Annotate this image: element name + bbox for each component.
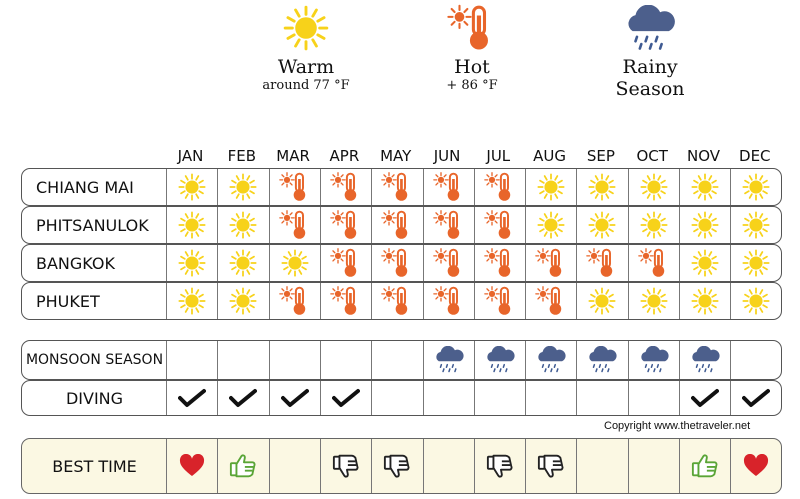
sun-icon bbox=[640, 173, 668, 201]
city-cell-aug bbox=[525, 207, 576, 243]
checkmark-icon bbox=[281, 388, 309, 408]
city-cell-sep bbox=[576, 245, 627, 281]
monsoon-cell-dec bbox=[730, 341, 780, 379]
best-time-cell-jan bbox=[166, 439, 217, 493]
city-cell-feb bbox=[217, 169, 268, 205]
thermometer-sun-icon bbox=[433, 209, 465, 241]
monsoon-cell-oct bbox=[628, 341, 679, 379]
city-cell-mar bbox=[269, 245, 320, 281]
thumbs-up-icon bbox=[691, 452, 719, 480]
sun-icon bbox=[640, 287, 668, 315]
monsoon-cell-sep bbox=[576, 341, 627, 379]
thermometer-sun-icon bbox=[330, 209, 362, 241]
city-cell-sep bbox=[576, 207, 627, 243]
city-cell-jan bbox=[166, 169, 217, 205]
city-cell-jul bbox=[474, 283, 525, 319]
rain-cloud-icon bbox=[585, 346, 619, 373]
best-time-cell-jul bbox=[474, 439, 525, 493]
city-cell-feb bbox=[217, 283, 268, 319]
month-label-apr: APR bbox=[329, 147, 360, 165]
monsoon-cell-mar bbox=[269, 341, 320, 379]
city-cell-apr bbox=[320, 245, 371, 281]
thermometer-sun-icon bbox=[381, 247, 413, 279]
city-cell-apr bbox=[320, 283, 371, 319]
sun-icon bbox=[588, 211, 616, 239]
month-label-aug: AUG bbox=[533, 147, 567, 165]
city-cell-may bbox=[371, 169, 422, 205]
city-label: BANGKOK bbox=[36, 253, 115, 273]
checkmark-icon bbox=[691, 388, 719, 408]
rain-cloud-icon bbox=[432, 346, 466, 373]
thermometer-sun-icon bbox=[433, 171, 465, 203]
city-cell-oct bbox=[628, 245, 679, 281]
sun-icon bbox=[742, 249, 770, 277]
month-label-nov: NOV bbox=[686, 147, 721, 165]
monsoon-label: MONSOON SEASON bbox=[25, 352, 164, 368]
city-cell-mar bbox=[269, 207, 320, 243]
city-row-bangkok bbox=[21, 244, 782, 282]
city-cell-jun bbox=[423, 169, 474, 205]
best-time-cell-nov bbox=[679, 439, 730, 493]
diving-label: DIVING bbox=[65, 388, 124, 408]
rain-cloud-icon bbox=[637, 346, 671, 373]
checkmark-icon bbox=[332, 388, 360, 408]
month-label-may: MAY bbox=[380, 147, 412, 165]
monsoon-cell-apr bbox=[320, 341, 371, 379]
best-time-cell-may bbox=[371, 439, 422, 493]
city-cell-jul bbox=[474, 245, 525, 281]
diving-cell-dec bbox=[730, 381, 780, 415]
heart-icon bbox=[179, 454, 205, 478]
diving-cell-jun bbox=[423, 381, 474, 415]
diving-cell-feb bbox=[217, 381, 268, 415]
diving-cell-oct bbox=[628, 381, 679, 415]
legend-warm bbox=[226, 0, 386, 94]
sun-icon bbox=[742, 211, 770, 239]
thermometer-sun-icon bbox=[330, 285, 362, 317]
sun-icon bbox=[229, 211, 257, 239]
rain-cloud-icon bbox=[688, 346, 722, 373]
sun-icon bbox=[178, 211, 206, 239]
month-header bbox=[165, 147, 781, 169]
thermometer-sun-icon bbox=[433, 285, 465, 317]
thermometer-sun-icon bbox=[484, 247, 516, 279]
thermometer-sun-icon bbox=[392, 0, 552, 56]
city-cell-oct bbox=[628, 283, 679, 319]
thermometer-sun-icon bbox=[381, 285, 413, 317]
city-row-phuket bbox=[21, 282, 782, 320]
legend-hot bbox=[392, 0, 552, 94]
city-cell-aug bbox=[525, 245, 576, 281]
city-cell-feb bbox=[217, 245, 268, 281]
thermometer-sun-icon bbox=[586, 247, 618, 279]
sun-icon bbox=[691, 211, 719, 239]
sun-icon bbox=[229, 173, 257, 201]
sun-icon bbox=[640, 211, 668, 239]
checkmark-icon bbox=[742, 388, 770, 408]
city-cell-may bbox=[371, 207, 422, 243]
city-cell-may bbox=[371, 245, 422, 281]
diving-cell-apr bbox=[320, 381, 371, 415]
city-cell-oct bbox=[628, 169, 679, 205]
best-time-cell-feb bbox=[217, 439, 268, 493]
best-time-cell-apr bbox=[320, 439, 371, 493]
city-cell-jun bbox=[423, 245, 474, 281]
sun-icon bbox=[742, 173, 770, 201]
monsoon-cell-nov bbox=[679, 341, 730, 379]
sun-icon bbox=[691, 173, 719, 201]
thermometer-sun-icon bbox=[279, 285, 311, 317]
monsoon-row bbox=[21, 340, 782, 380]
monsoon-cell-jun bbox=[423, 341, 474, 379]
thumbs-down-icon bbox=[486, 452, 514, 480]
sun-icon bbox=[537, 211, 565, 239]
legend-hot-label: Hot bbox=[454, 56, 490, 78]
month-label-feb: FEB bbox=[227, 147, 256, 165]
monsoon-cell-aug bbox=[525, 341, 576, 379]
sun-icon bbox=[178, 173, 206, 201]
best-time-cell-mar bbox=[269, 439, 320, 493]
sun-icon bbox=[742, 287, 770, 315]
city-cell-aug bbox=[525, 283, 576, 319]
city-cell-dec bbox=[730, 283, 780, 319]
thumbs-down-icon bbox=[537, 452, 565, 480]
diving-row bbox=[21, 380, 782, 416]
city-cell-jan bbox=[166, 207, 217, 243]
city-cell-apr bbox=[320, 169, 371, 205]
thermometer-sun-icon bbox=[279, 171, 311, 203]
thumbs-up-icon bbox=[229, 452, 257, 480]
thermometer-sun-icon bbox=[484, 171, 516, 203]
thermometer-sun-icon bbox=[484, 209, 516, 241]
city-cell-sep bbox=[576, 169, 627, 205]
monsoon-cell-jul bbox=[474, 341, 525, 379]
city-cell-nov bbox=[679, 169, 730, 205]
copyright-text: Copyright www.thetraveler.net bbox=[604, 420, 751, 432]
thermometer-sun-icon bbox=[279, 209, 311, 241]
city-cell-nov bbox=[679, 283, 730, 319]
best-time-cell-jun bbox=[423, 439, 474, 493]
city-cell-jun bbox=[423, 283, 474, 319]
city-cell-mar bbox=[269, 169, 320, 205]
monsoon-cell-jan bbox=[166, 341, 217, 379]
heart-icon bbox=[743, 454, 769, 478]
rain-cloud-icon bbox=[570, 0, 730, 56]
city-row-chiang-mai bbox=[21, 168, 782, 206]
checkmark-icon bbox=[229, 388, 257, 408]
best-time-label: BEST TIME bbox=[52, 456, 137, 476]
thermometer-sun-icon bbox=[433, 247, 465, 279]
legend-rainy-sub: Season bbox=[615, 78, 685, 100]
legend-warm-label: Warm bbox=[277, 56, 335, 78]
sun-icon bbox=[537, 173, 565, 201]
city-cell-mar bbox=[269, 283, 320, 319]
diving-cell-jan bbox=[166, 381, 217, 415]
best-time-cell-sep bbox=[576, 439, 627, 493]
city-cell-nov bbox=[679, 245, 730, 281]
legend-hot-sub: + 86 °F bbox=[446, 78, 498, 93]
city-cell-may bbox=[371, 283, 422, 319]
thermometer-sun-icon bbox=[535, 247, 567, 279]
city-cell-feb bbox=[217, 207, 268, 243]
diving-cell-nov bbox=[679, 381, 730, 415]
best-time-cell-oct bbox=[628, 439, 679, 493]
city-cell-oct bbox=[628, 207, 679, 243]
sun-icon bbox=[178, 249, 206, 277]
month-label-jun: JUN bbox=[433, 147, 461, 165]
checkmark-icon bbox=[178, 388, 206, 408]
thermometer-sun-icon bbox=[535, 285, 567, 317]
month-label-dec: DEC bbox=[739, 147, 771, 165]
diving-cell-may bbox=[371, 381, 422, 415]
legend-rainy bbox=[570, 0, 730, 100]
thumbs-down-icon bbox=[383, 452, 411, 480]
city-label: PHUKET bbox=[36, 291, 100, 311]
city-cell-jan bbox=[166, 283, 217, 319]
diving-cell-aug bbox=[525, 381, 576, 415]
best-time-cell-aug bbox=[525, 439, 576, 493]
city-label: PHITSANULOK bbox=[36, 215, 149, 235]
sun-icon bbox=[588, 173, 616, 201]
diving-cell-jul bbox=[474, 381, 525, 415]
sun-icon bbox=[226, 0, 386, 56]
thumbs-down-icon bbox=[332, 452, 360, 480]
thermometer-sun-icon bbox=[330, 247, 362, 279]
best-time-cell-dec bbox=[730, 439, 780, 493]
rain-cloud-icon bbox=[534, 346, 568, 373]
rain-cloud-icon bbox=[483, 346, 517, 373]
best-time-row bbox=[21, 438, 782, 494]
city-cell-dec bbox=[730, 207, 780, 243]
sun-icon bbox=[281, 249, 309, 277]
legend-rainy-label: Rainy bbox=[622, 56, 678, 78]
month-label-jan: JAN bbox=[177, 147, 204, 165]
city-row-phitsanulok bbox=[21, 206, 782, 244]
city-label: CHIANG MAI bbox=[36, 177, 134, 197]
city-cell-dec bbox=[730, 245, 780, 281]
thermometer-sun-icon bbox=[381, 171, 413, 203]
legend-warm-sub: around 77 °F bbox=[262, 78, 350, 93]
sun-icon bbox=[588, 287, 616, 315]
month-label-sep: SEP bbox=[586, 147, 615, 165]
city-cell-jul bbox=[474, 169, 525, 205]
diving-cell-mar bbox=[269, 381, 320, 415]
city-cell-apr bbox=[320, 207, 371, 243]
thermometer-sun-icon bbox=[638, 247, 670, 279]
city-cell-jul bbox=[474, 207, 525, 243]
month-label-mar: MAR bbox=[276, 147, 310, 165]
sun-icon bbox=[691, 287, 719, 315]
city-cell-aug bbox=[525, 169, 576, 205]
city-cell-dec bbox=[730, 169, 780, 205]
monsoon-cell-may bbox=[371, 341, 422, 379]
sun-icon bbox=[691, 249, 719, 277]
diving-cell-sep bbox=[576, 381, 627, 415]
sun-icon bbox=[229, 249, 257, 277]
thermometer-sun-icon bbox=[484, 285, 516, 317]
city-cell-jun bbox=[423, 207, 474, 243]
city-cell-nov bbox=[679, 207, 730, 243]
thermometer-sun-icon bbox=[330, 171, 362, 203]
city-cell-jan bbox=[166, 245, 217, 281]
monsoon-cell-feb bbox=[217, 341, 268, 379]
thermometer-sun-icon bbox=[381, 209, 413, 241]
month-label-oct: OCT bbox=[636, 147, 668, 165]
month-label-jul: JUL bbox=[486, 147, 511, 165]
city-cell-sep bbox=[576, 283, 627, 319]
sun-icon bbox=[229, 287, 257, 315]
sun-icon bbox=[178, 287, 206, 315]
